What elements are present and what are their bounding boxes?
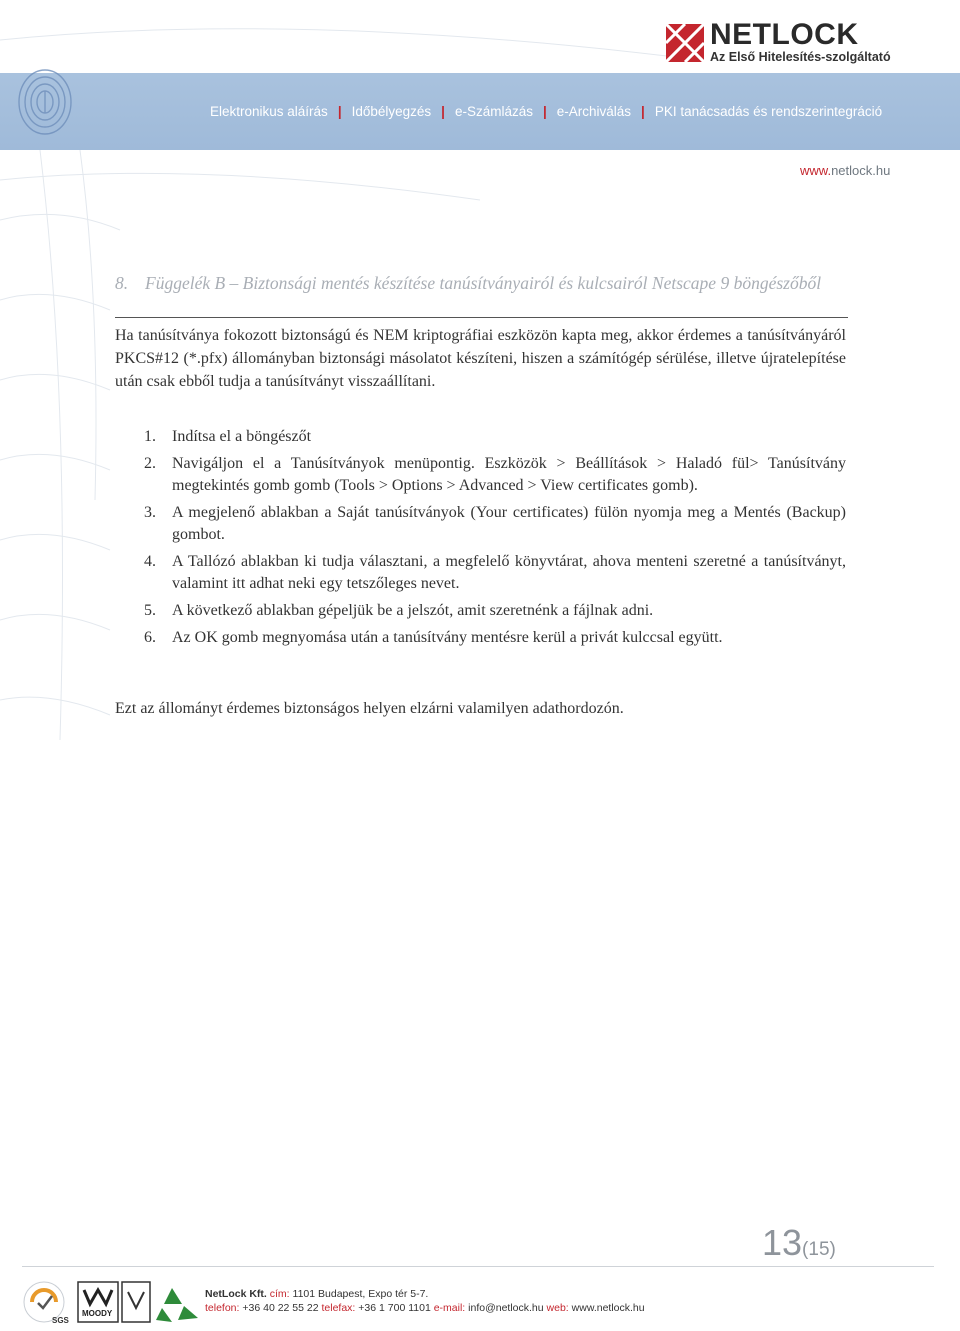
heading-divider [115,317,848,318]
moody-badge-label: MOODY [82,1309,113,1318]
logo-wordmark [710,18,859,52]
steps-list [115,426,846,654]
phone-label: telefon: [205,1302,240,1314]
ukas-badge-icon [122,1282,150,1322]
nav-item-pki-tanacsadas[interactable]: PKI tanácsadás és rendszerintegráció [654,104,883,119]
logo-wordmark-net: NET [710,18,772,51]
fax-label: telefax: [321,1302,356,1314]
header-nav [210,104,882,119]
step-text: A Tallózó ablakban ki tudja választani, a megfelelő könyvtárat, ahova menteni szeretné a tanúsítványt, valamint itt adhat neki egy tetszőleges nevet. [172,553,846,592]
nav-separator: | [542,104,547,119]
step-text: Az OK gomb megnyomása után a tanúsítvány mentésre kerül a privát kulccsal együtt. [172,629,723,646]
email-label: e-mail: [433,1302,466,1314]
list-item [115,426,846,448]
netlock-logo-mark-icon [666,24,704,62]
step-number: 4. [144,553,156,570]
page-current: 13 [762,1222,803,1263]
section-number: 8. [115,273,129,293]
address-label: cím: [269,1288,290,1300]
phone-value: +36 40 22 55 22 [242,1302,319,1314]
site-url-prefix: www. [800,163,832,178]
page-number [762,1222,836,1264]
nav-item-e-archivalas[interactable]: e-Archiválás [556,104,632,119]
company-contact-line [205,1301,645,1315]
company-address-line [205,1287,645,1301]
step-number: 2. [144,455,156,472]
moody-badge-icon [78,1282,118,1322]
nav-separator: | [337,104,342,119]
fax-value: +36 1 700 1101 [358,1302,431,1314]
nav-separator: | [441,104,445,119]
nav-item-idobelyegzes[interactable]: Időbélyegzés [351,104,432,119]
sgs-badge-icon [24,1282,70,1325]
nav-separator: | [641,104,645,119]
address-value: 1101 Budapest, Expo tér 5-7. [292,1288,429,1300]
logo-wordmark-lock: LOCK [771,18,859,51]
recycle-icon [156,1288,198,1322]
intro-paragraph: Ha tanúsítványa fokozott biztonságú és NEM kriptográfiai eszközön kapta meg, akkor érdemes a tanúsítványáról PKCS#12 (*.pfx) állományban biztonsági másolatot készíteni, hiszen a számítógép sérülése, illetve újratelepítése után csak ebből tudja a tanúsítványt visszaállítani. [115,327,846,390]
step-text: A megjelenő ablakban a Saját tanúsítványok (Your certificates) fülön nyomja meg a Mentés (Backup) gombot. [172,504,846,543]
company-name: NetLock Kft. [205,1288,267,1300]
web-link[interactable]: www.netlock.hu [571,1302,645,1314]
site-url-link[interactable] [800,163,890,178]
step-number: 3. [144,504,156,521]
list-item [115,627,846,649]
company-info [205,1287,645,1315]
section-heading [115,272,849,294]
step-number: 5. [144,602,156,619]
fingerprint-icon [10,60,80,140]
closing-paragraph: Ezt az állományt érdemes biztonságos helyen elzárni valamilyen adathordozón. [115,700,624,717]
page-total: (15) [802,1239,836,1260]
logo-tagline: Az Első Hitelesítés-szolgáltató [710,50,891,64]
list-item [115,551,846,595]
footer-divider [22,1266,934,1267]
email-link[interactable]: info@netlock.hu [468,1302,544,1314]
web-label: web: [546,1302,569,1314]
certification-badges [22,1278,212,1326]
step-text: Navigáljon el a Tanúsítványok menüpontig. Eszközök > Beállítások > Haladó fül> Tanúsítvány megtekintés gomb gomb (Tools > Options > Advanced > View certificates gomb). [172,455,846,494]
section-title: Függelék B – Biztonsági mentés készítése tanúsítványairól és kulcsairól Netscape 9 böngészőből [145,273,822,293]
netlock-logo [666,18,916,68]
step-number: 6. [144,629,156,646]
nav-item-e-szamlazas[interactable]: e-Számlázás [454,104,533,119]
site-url-domain: netlock.hu [831,163,891,178]
step-text: A következő ablakban gépeljük be a jelszót, amit szeretnénk a fájlnak adni. [172,602,654,619]
list-item [115,502,846,546]
list-item [115,600,846,622]
nav-item-elektronikus-alairas[interactable]: Elektronikus aláírás [210,104,328,119]
list-item [115,453,846,497]
step-text: Indítsa el a böngészőt [172,428,312,445]
sgs-badge-label: SGS [52,1316,69,1325]
step-number: 1. [144,428,156,445]
